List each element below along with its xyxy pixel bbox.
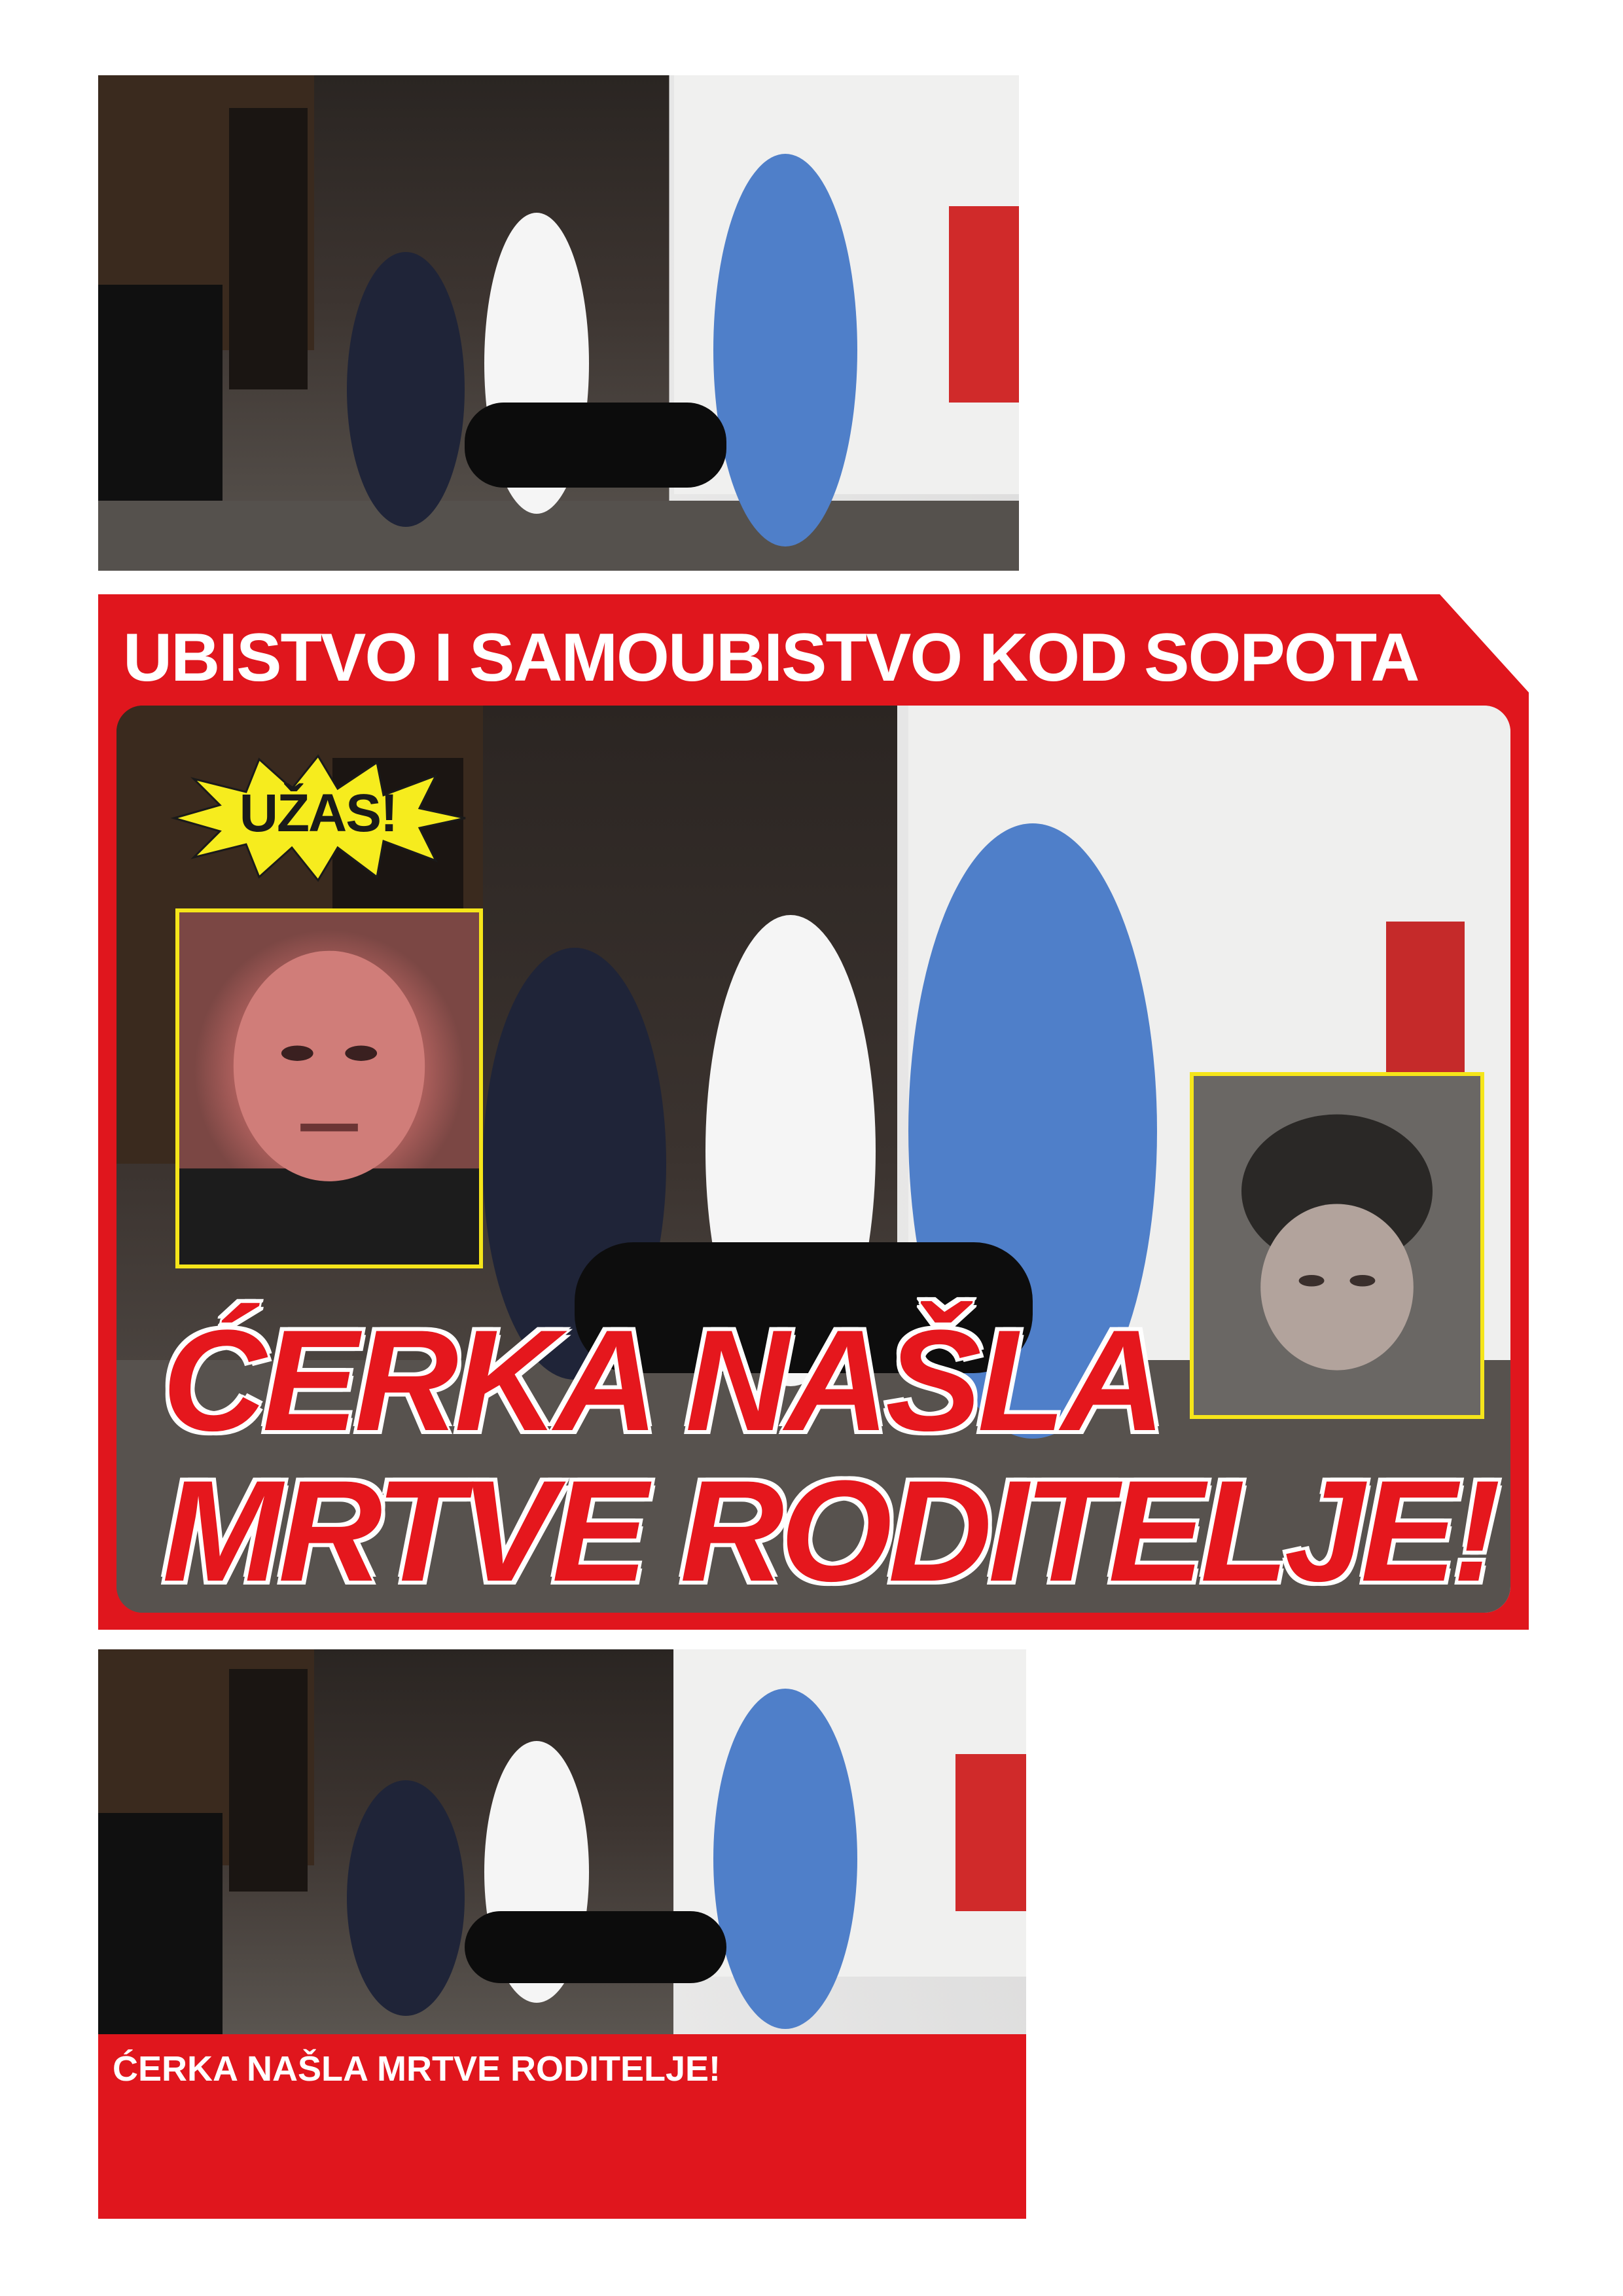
- uzas-burst-badge: [168, 753, 469, 884]
- burst-label: UŽAS!: [239, 783, 397, 843]
- woman-portrait-image: [1194, 1076, 1480, 1415]
- bottom-caption-bar: [98, 2034, 1026, 2219]
- section-headline: UBISTVO I SAMOUBISTVO KOD SOPOTA: [123, 620, 1419, 696]
- man-portrait: [175, 908, 483, 1268]
- woman-portrait: [1190, 1072, 1484, 1419]
- top-news-photo: [98, 75, 1019, 571]
- main-title-line-1: ĆERKA NAŠLA: [162, 1300, 1162, 1461]
- top-photo-scene: [98, 75, 1019, 571]
- main-title-line-2: MRTVE RODITELJE!: [162, 1450, 1497, 1611]
- bottom-news-photo: [98, 1649, 1026, 2034]
- bottom-photo-scene: [98, 1649, 1026, 2034]
- bottom-caption-text: ĆERKA NAŠLA MRTVE RODITELJE!: [113, 2049, 721, 2089]
- main-story-frame: [98, 594, 1529, 1630]
- main-news-photo: [116, 706, 1510, 1613]
- man-portrait-image: [179, 912, 479, 1265]
